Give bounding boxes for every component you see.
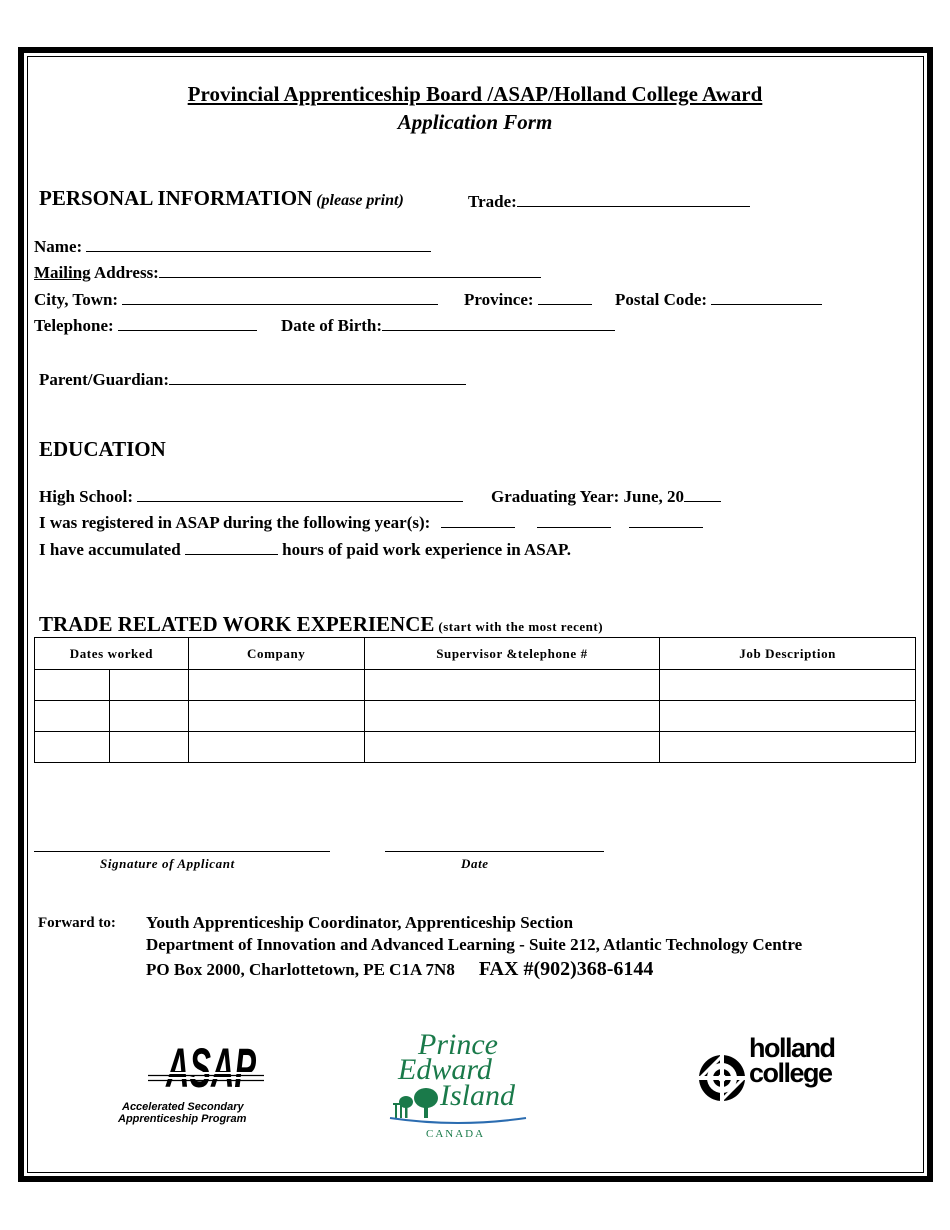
- parent-guardian-field[interactable]: Parent/Guardian:: [39, 369, 466, 390]
- company-cell[interactable]: [188, 701, 364, 732]
- pei-text-island: Island: [440, 1079, 515, 1112]
- company-cell[interactable]: [188, 670, 364, 701]
- column-header-dates: Dates worked: [35, 638, 189, 670]
- form-title: Provincial Apprenticeship Board /ASAP/Holland College Award: [187, 82, 763, 106]
- personal-info-note: (please print): [316, 192, 404, 209]
- signature-line[interactable]: [34, 851, 330, 852]
- pei-canada: CANADA: [426, 1128, 486, 1140]
- pei-water-icon: [388, 1114, 530, 1126]
- supervisor-cell[interactable]: [364, 670, 660, 701]
- work-experience-table: [34, 637, 916, 763]
- work-experience-note: (start with the most recent): [438, 619, 604, 634]
- date-line[interactable]: [385, 851, 604, 852]
- date-caption: Date: [461, 856, 489, 871]
- supervisor-cell[interactable]: [364, 732, 660, 763]
- city-town-field[interactable]: City, Town:: [34, 289, 438, 310]
- college-text: college: [749, 1058, 832, 1088]
- name-field[interactable]: Name:: [34, 236, 431, 257]
- pei-logo: [388, 1028, 530, 1142]
- forward-line-3: PO Box 2000, Charlottetown, PE C1A 7N8 FAX #(902)368-6144: [146, 958, 654, 980]
- asap-caption-1: Accelerated Secondary: [122, 1101, 244, 1113]
- mailing-address-field[interactable]: Mailing Address:: [34, 262, 541, 283]
- work-hours-field[interactable]: I have accumulated hours of paid work experience in ASAP.: [39, 540, 572, 559]
- asap-mark: ASAP: [164, 1036, 257, 1099]
- date-to-cell[interactable]: [109, 701, 188, 732]
- personal-info-heading: PERSONAL INFORMATION (please print): [39, 186, 404, 210]
- graduating-year-field[interactable]: Graduating Year: June, 20: [491, 486, 721, 507]
- date-from-cell[interactable]: [35, 670, 110, 701]
- trade-field[interactable]: Trade:: [468, 191, 750, 212]
- supervisor-cell[interactable]: [364, 701, 660, 732]
- date-from-cell[interactable]: [35, 732, 110, 763]
- holland-college-emblem-icon: [697, 1035, 749, 1115]
- date-to-cell[interactable]: [109, 732, 188, 763]
- company-cell[interactable]: [188, 732, 364, 763]
- postal-code-field[interactable]: Postal Code:: [615, 289, 822, 310]
- job-description-cell[interactable]: [660, 670, 916, 701]
- asap-logo: [118, 1035, 268, 1130]
- forward-label: Forward to:: [38, 915, 116, 931]
- table-header-row: [35, 638, 916, 670]
- date-of-birth-field[interactable]: Date of Birth:: [281, 315, 615, 336]
- asap-logo-graphic: [118, 1035, 268, 1105]
- table-row: [35, 670, 916, 701]
- fax-number: FAX #(902)368-6144: [478, 958, 654, 980]
- pei-text-edward: Edward: [398, 1053, 492, 1086]
- job-description-cell[interactable]: [660, 701, 916, 732]
- column-header-job-description: Job Description: [660, 638, 916, 670]
- signature-caption: Signature of Applicant: [100, 856, 235, 871]
- asap-caption-2: Apprenticeship Program: [118, 1113, 247, 1125]
- asap-years-field[interactable]: I was registered in ASAP during the following year(s):: [39, 512, 703, 533]
- job-description-cell[interactable]: [660, 732, 916, 763]
- telephone-field[interactable]: Telephone:: [34, 315, 257, 336]
- form-subtitle: Application Form: [397, 110, 553, 134]
- pei-text-prince: Prince: [418, 1028, 498, 1061]
- province-field[interactable]: Province:: [464, 289, 592, 310]
- forward-line-1: Youth Apprenticeship Coordinator, Apprenticeship Section: [146, 913, 574, 932]
- work-experience-heading: TRADE RELATED WORK EXPERIENCE (start with the most recent): [39, 612, 604, 636]
- high-school-field[interactable]: High School:: [39, 486, 463, 507]
- table-row: [35, 701, 916, 732]
- column-header-supervisor: Supervisor &telephone #: [364, 638, 660, 670]
- date-to-cell[interactable]: [109, 670, 188, 701]
- table-row: [35, 732, 916, 763]
- holland-college-logo: [697, 1035, 847, 1115]
- forward-line-2: Department of Innovation and Advanced Learning - Suite 212, Atlantic Technology Centre: [146, 935, 803, 954]
- education-heading: EDUCATION: [39, 437, 166, 461]
- holland-text: holland: [749, 1033, 835, 1063]
- date-from-cell[interactable]: [35, 701, 110, 732]
- column-header-company: Company: [188, 638, 364, 670]
